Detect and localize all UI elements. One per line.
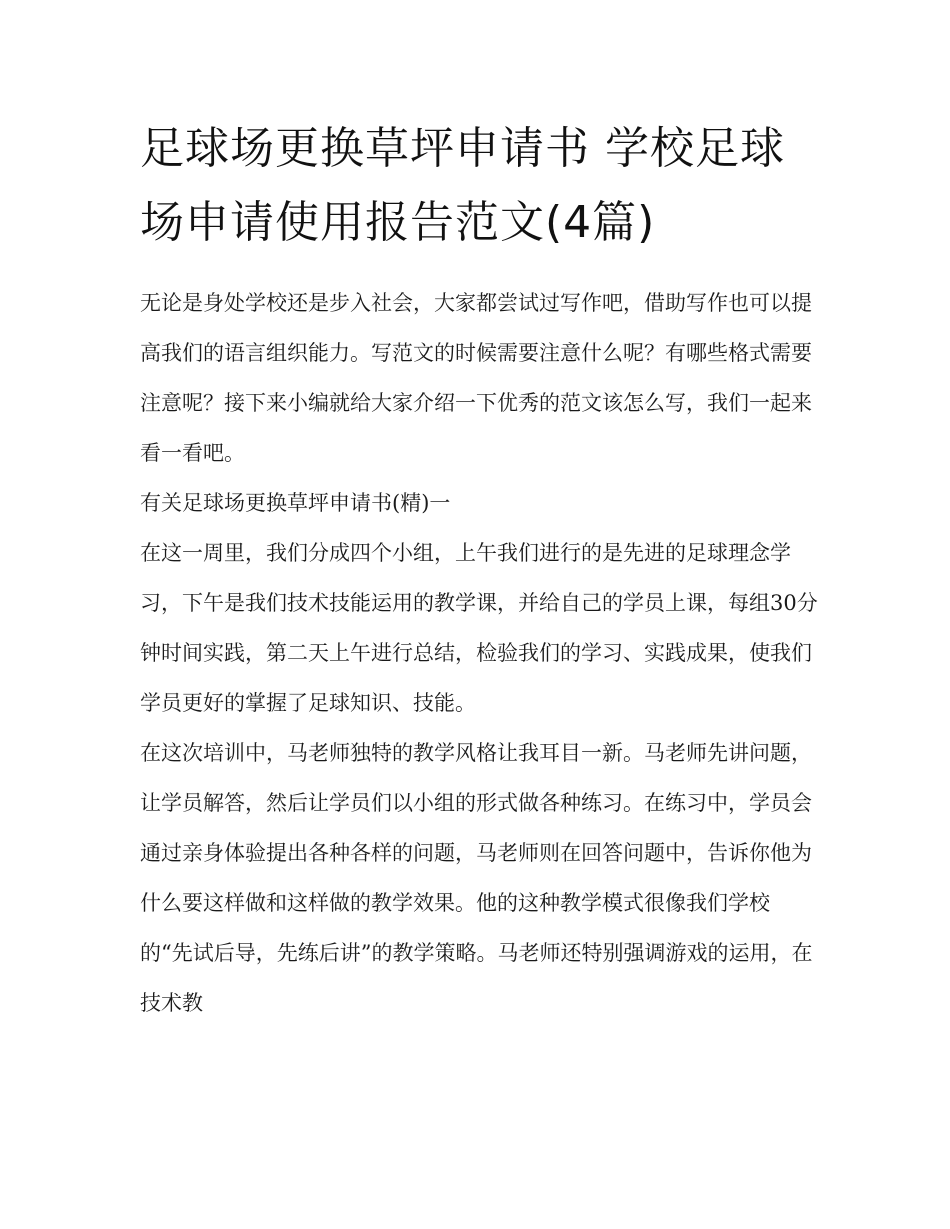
section-heading: 有关足球场更换草坪申请书(精)一 [140,491,451,515]
document-title: 足球场更换草坪申请书 学校足球场申请使用报告范文(4篇) [140,123,785,248]
document-body [140,278,820,1028]
body-paragraph: 在这一周里，我们分成四个小组，上午我们进行的是先进的足球理念学习，下午是我们技术技能运用的教学课，并给自己的学员上课，每组30分钟时间实践，第二天上午进行总结，检验我们的学习、实践成果，使我们学员更好的掌握了足球知识、技能。 [140,541,818,715]
intro-paragraph: 无论是身处学校还是步入社会，大家都尝试过写作吧，借助写作也可以提高我们的语言组织能力。写范文的时候需要注意什么呢？有哪些格式需要注意呢？接下来小编就给大家介绍一下优秀的范文该怎么写，我们一起来看一看吧。 [140,291,812,465]
body-paragraph: 在这次培训中，马老师独特的教学风格让我耳目一新。马老师先讲问题，让学员解答，然后让学员们以小组的形式做各种练习。在练习中，学员会通过亲身体验提出各种各样的问题，马老师则在回答问题中，告诉你他为什么要这样做和这样做的教学效果。他的这种教学模式很像我们学校的“先试后导，先练后讲”的教学策略。马老师还特别强调游戏的运用，在技术教 [140,741,813,1015]
